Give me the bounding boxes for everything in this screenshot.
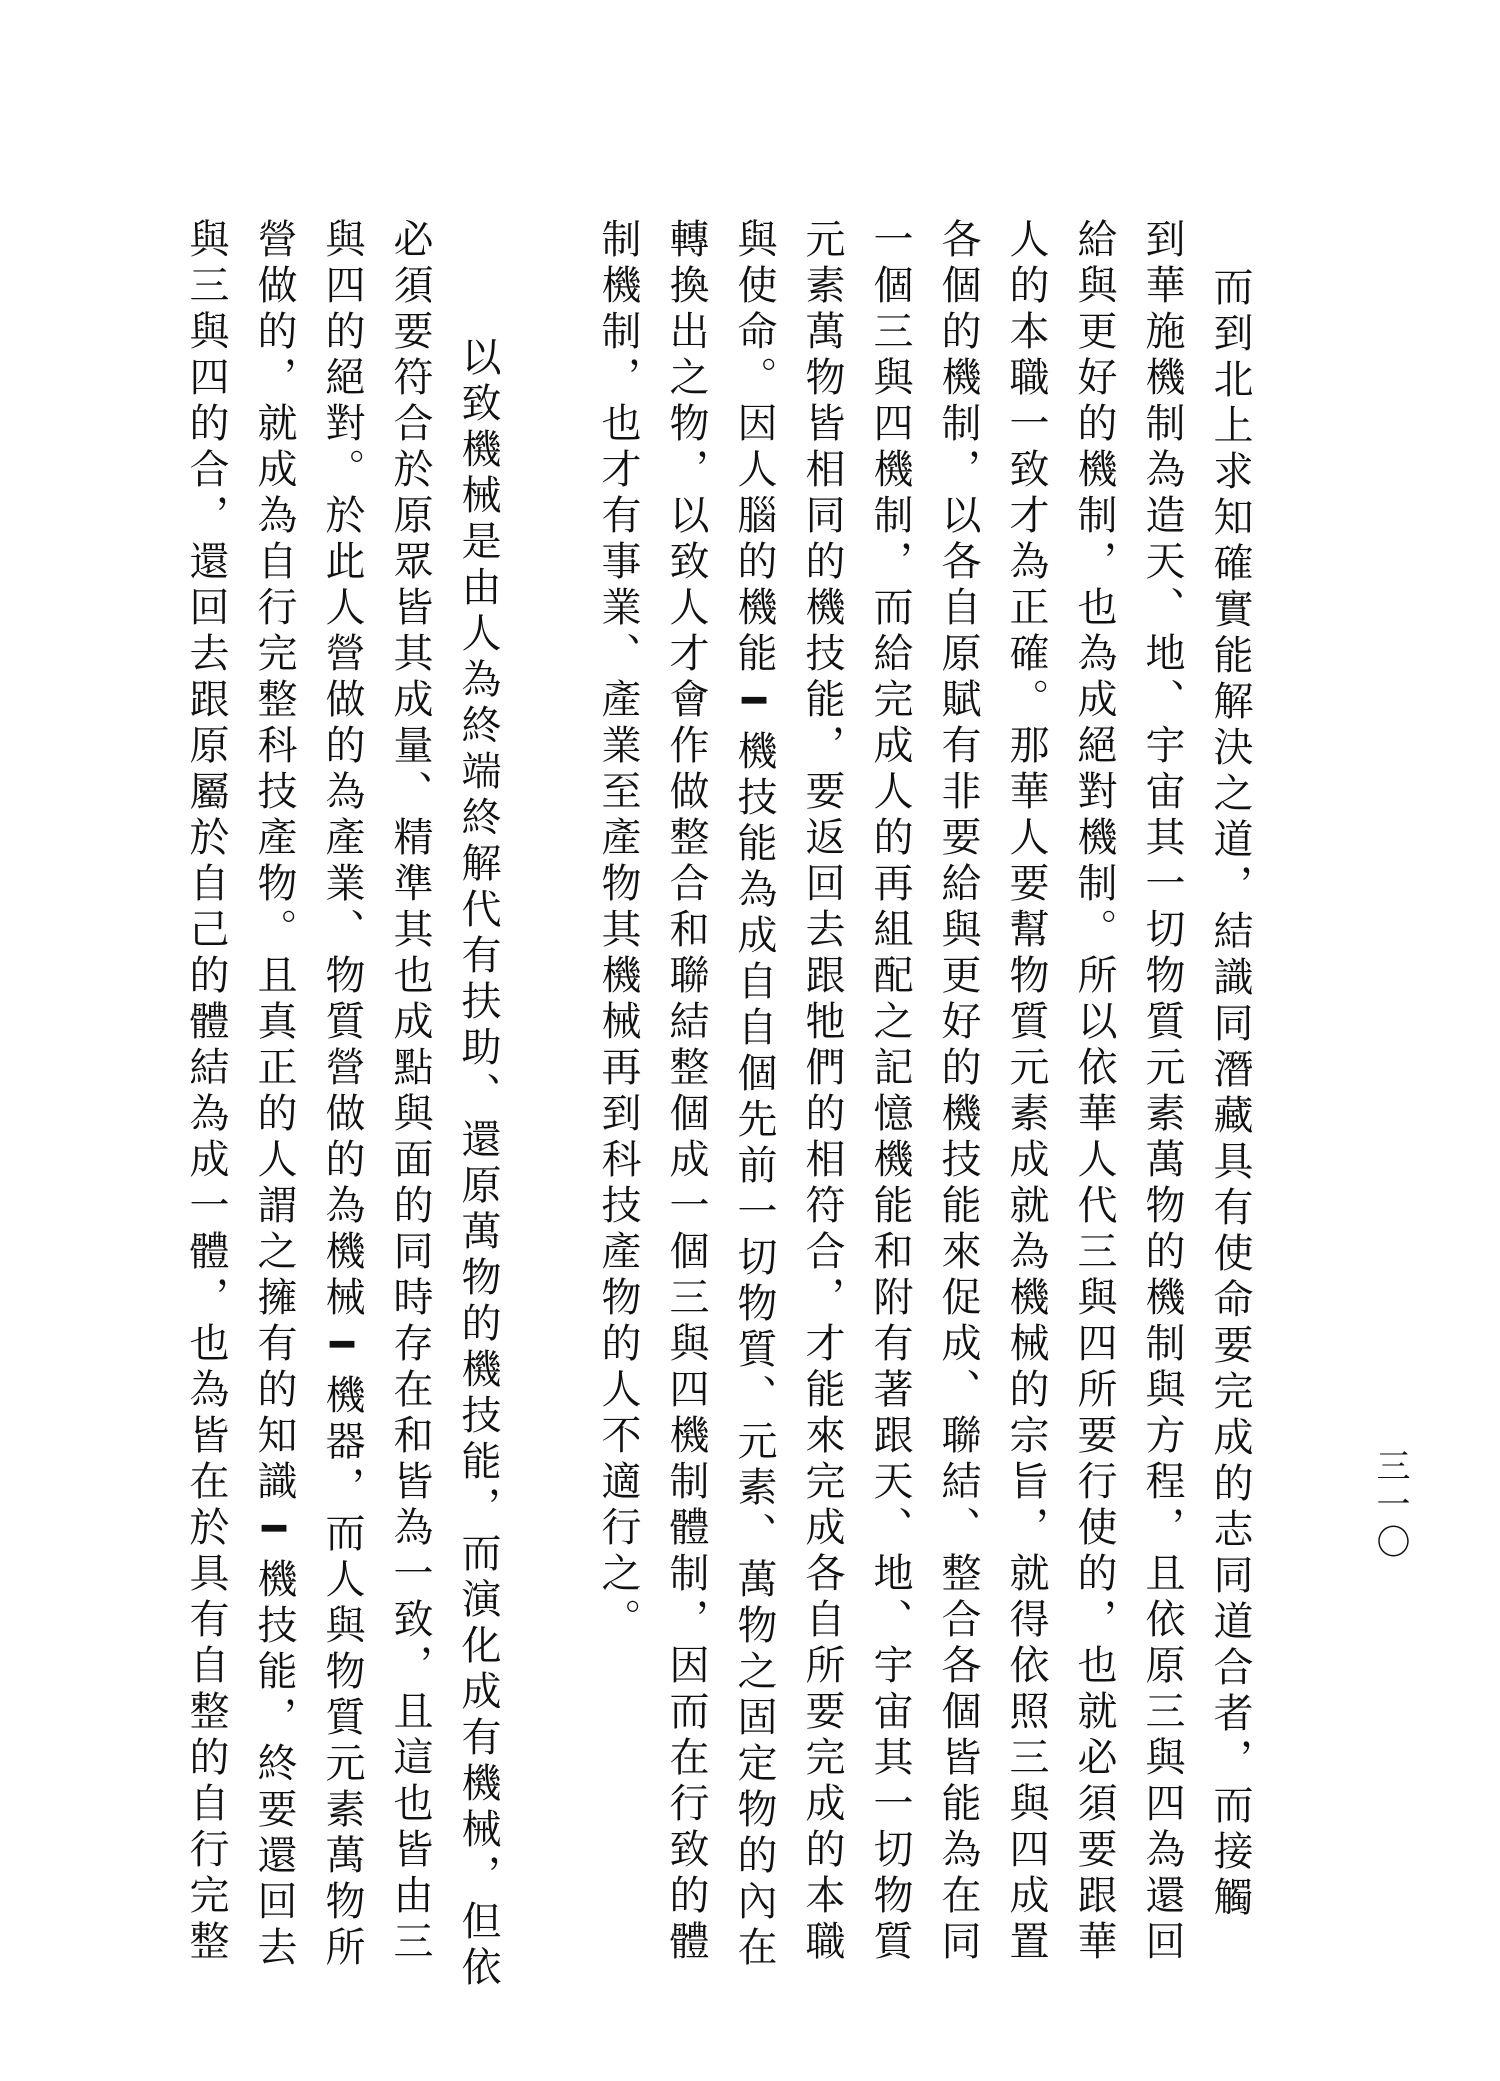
text-column: 而到北上求知確實能解決之道，結識同潛藏具有使命要完成的志同道合者，而接觸 xyxy=(1207,220,1253,1922)
text-column: 營做的，就成為自行完整科技產物。且真正的人謂之擁有的知識━機技能，終要還回去 xyxy=(251,218,297,1972)
text-column: 制機制，也才有事業、產業至產物其機械再到科技產物的人不適行之。 xyxy=(595,218,641,1644)
text-column: 給與更好的機制，也為成絕對機制。所以依華人代三與四所要行使的，也就必須要跟華 xyxy=(1071,218,1117,1966)
text-column: 轉換出之物，以致人才會作做整合和聯結整個成一個三與四機制體制，因而在行致的體 xyxy=(663,218,709,1966)
text-column: 與使命。因人腦的機能━機技能為成自自個先前一切物質、元素、萬物之固定物的內在 xyxy=(731,218,777,1972)
page-number: 三一〇 xyxy=(1370,1448,1410,1562)
text-column: 一個三與四機制，而給完成人的再組配之記憶機能和附有著跟天、地、宇宙其一切物質 xyxy=(867,218,913,1966)
text-column: 人的本職一致才為正確。那華人要幫物質元素成就為機械的宗旨，就得依照三與四成置 xyxy=(1003,218,1049,1966)
text-column: 元素萬物皆相同的機技能，要返回去跟牠們的相符合，才能來完成各自所要完成的本職 xyxy=(799,218,845,1966)
text-column: 必須要符合於原眾皆其成量、精準其也成點與面的同時存在和皆為一致，且這也皆由三 xyxy=(387,218,433,1966)
text-column: 各個的機制，以各自原賦有非要給與更好的機技能來促成、聯結、整合各個皆能為在同 xyxy=(935,218,981,1966)
text-column: 到華施機制為造天、地、宇宙其一切物質元素萬物的機制與方程，且依原三與四為還回 xyxy=(1139,218,1185,1966)
text-column: 與四的絕對。於此人營做的為產業、物質營做的為機械━機器，而人與物質元素萬物所 xyxy=(319,218,365,1972)
text-column: 與三與四的合，還回去跟原屬於自己的體結為成一體，也為皆在於具有自整的自行完整 xyxy=(183,218,229,1966)
text-column: 以致機械是由人為終端終解代有扶助、還原萬物的機技能，而演化成有機械，但依 xyxy=(455,290,501,1992)
